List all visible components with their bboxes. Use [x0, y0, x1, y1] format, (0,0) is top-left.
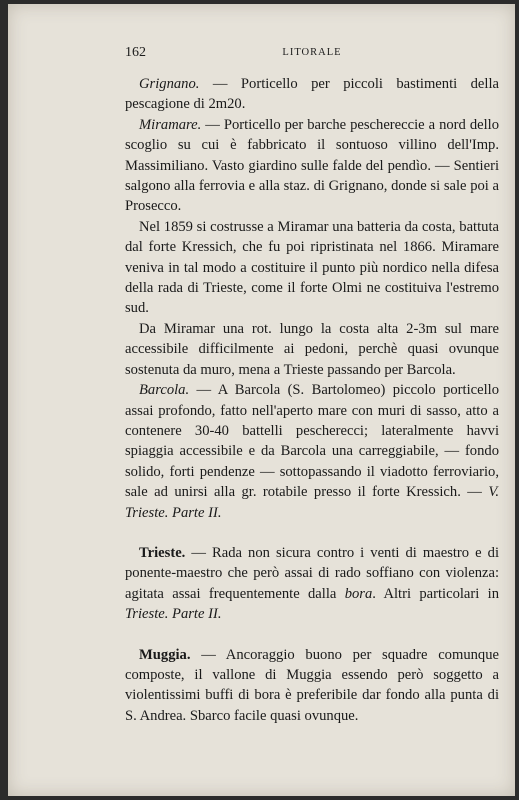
running-head: LITORALE [282, 47, 342, 58]
paragraph-muggia [125, 645, 499, 727]
entry-title: Trieste. [139, 544, 186, 561]
paragraph-miramar-road [125, 319, 499, 380]
paragraph-barcola [125, 380, 499, 523]
paragraph-trieste [125, 543, 499, 625]
entry-title: Miramare. [139, 116, 202, 133]
entry-text: Nel 1859 si costrusse a Miramar una batteria da costa, battuta dal forte Kressich, che fu poi ripristinata nel 1866. Miramare veniva in tal modo a costituire il punto più nordico nella difesa della rada di Trieste, come il forte Olmi ne costituiva l'estremo sud. [125, 218, 499, 317]
italic-term: bora [344, 585, 373, 602]
entry-text: — Rada non sicura contro i venti di maestro e di ponente-maestro che però assai di rado soffiano con violenza: agitata assai frequentemente dalla [125, 544, 499, 602]
entry-title: Grignano. [139, 76, 200, 92]
entry-text: — A Barcola (S. Bartolomeo) piccolo porticello assai profondo, fatto nell'aperto mare con muri di sasso, atto a contenere 30-40 battelli pescherecci; lateralmente havvi spiaggia accessibile e da Barcola una carreggiabile, — fondo solido, forti pendenze — sottopassando il viadotto ferroviario, sale ad unirsi alla gr. rotabile presso il forte Kressich. — [125, 382, 499, 501]
paragraph-miramare [125, 115, 499, 217]
paragraph-grignano [125, 74, 499, 115]
book-page [8, 4, 515, 796]
entry-text: . Altri particolari in [372, 585, 499, 602]
cross-reference: V. Trieste. Parte II. [125, 484, 499, 521]
paragraph-miramar-battery [125, 217, 499, 319]
entry-text: Da Miramar una rot. lungo la costa alta 2-3m sul mare accessibile difficilmente ai pedoni, perchè quasi ovunque sostenuta da muro, mena a Trieste passando per Barcola. [125, 320, 499, 378]
body-text [125, 74, 499, 726]
entry-text: — Porticello per piccoli bastimenti della pescagione di 2m20. [125, 76, 499, 113]
page-header [125, 45, 499, 63]
page-number: 162 [125, 45, 146, 60]
entry-title: Barcola. [139, 382, 190, 399]
entry-text: — Porticello per barche peschereccie a nord dello scoglio su cui è fabbricato il sontuoso villino dell'Imp. Massimiliano. Vasto giardino sulle falde del pendìo. — Sentieri salgono alla ferrovia e alla staz. di Grignano, donde si sale poi a Prosecco. [125, 116, 499, 215]
entry-title: Muggia. [139, 646, 191, 663]
entry-text: — Ancoraggio buono per squadre comunque composte, il vallone di Muggia essendo però soggetto a violentissimi buffi di bora è preferibile dar fondo alla punta di S. Andrea. Sbarco facile quasi ovunque. [125, 646, 499, 724]
cross-reference: Trieste. Parte II. [125, 606, 222, 623]
